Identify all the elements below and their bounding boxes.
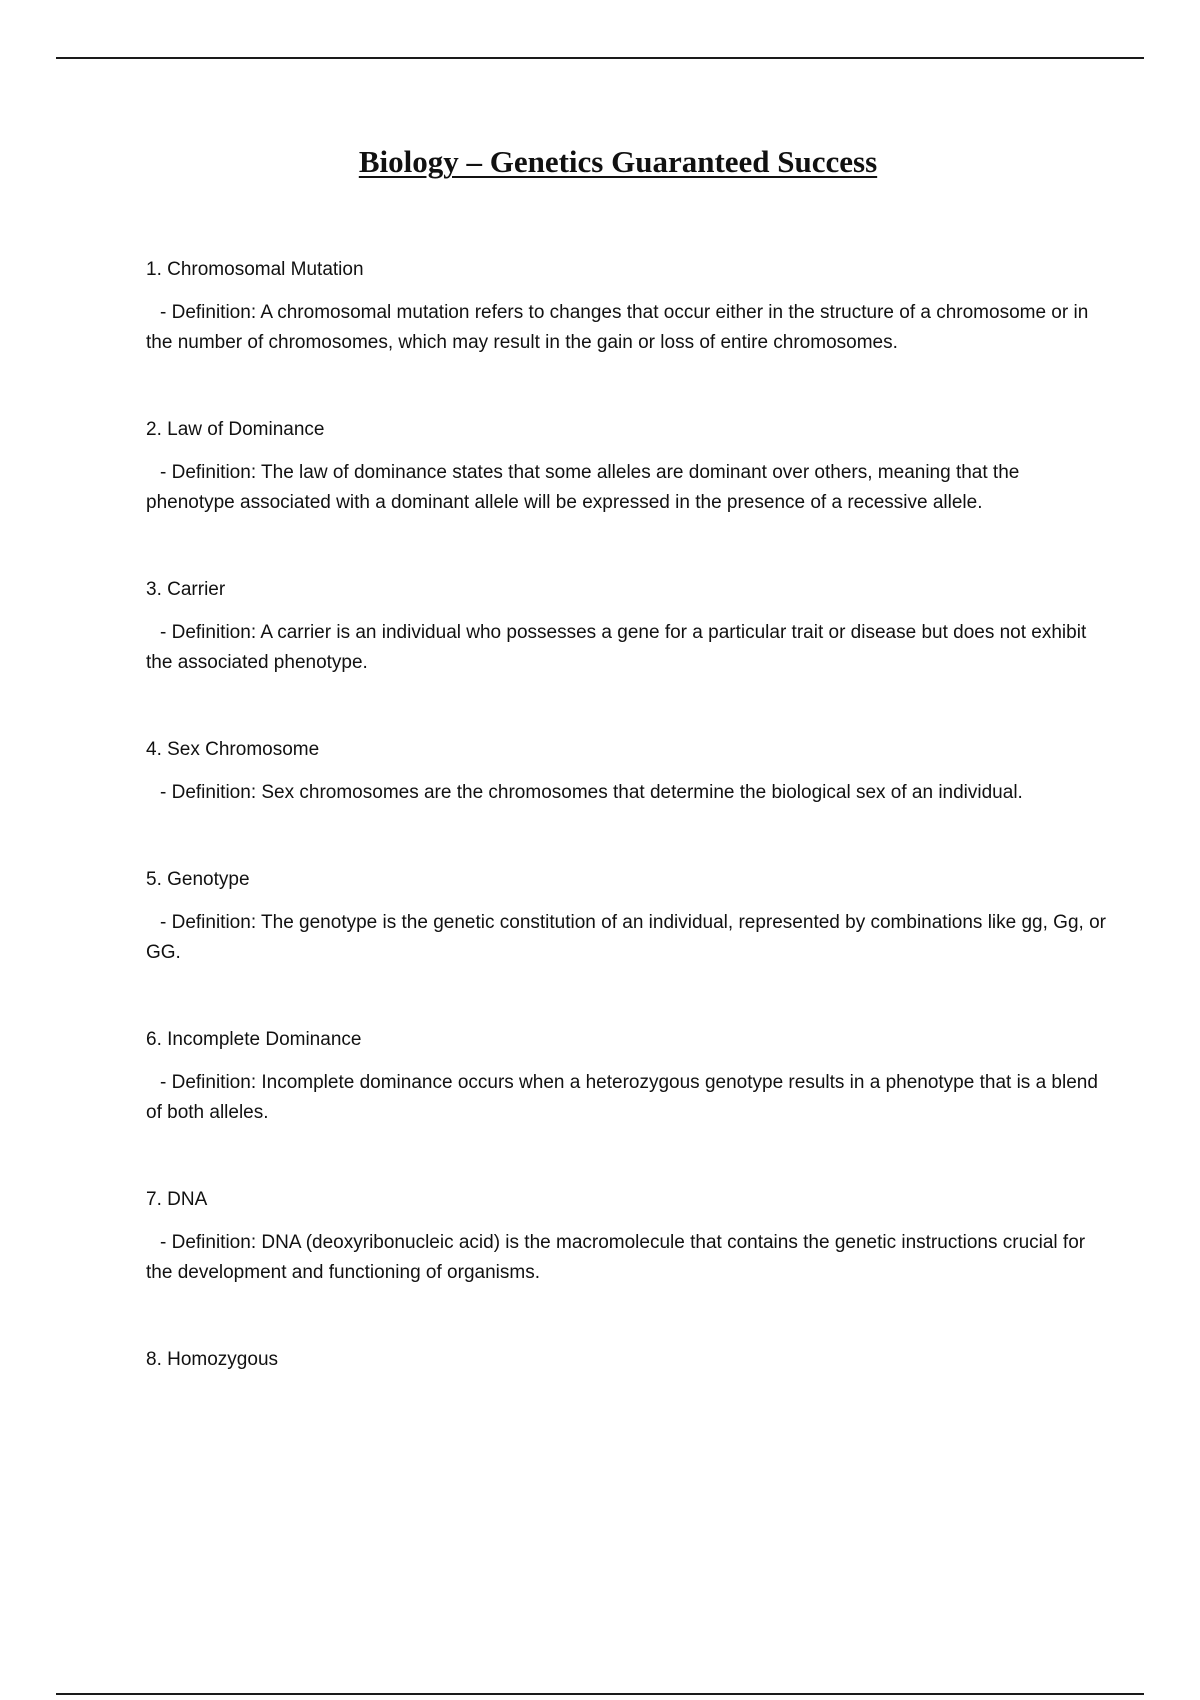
- term-heading: 7. DNA: [146, 1189, 208, 1210]
- list-item: [146, 866, 1106, 968]
- term-definition: - Definition: The genotype is the genetic constitution of an individual, represented by combinations like gg, Gg, or GG.: [146, 912, 1106, 963]
- term-definition: - Definition: Incomplete dominance occurs when a heterozygous genotype results in a phenotype that is a blend of both alleles.: [146, 1072, 1098, 1123]
- term-heading: 5. Genotype: [146, 869, 250, 890]
- bottom-divider: [56, 1693, 1144, 1695]
- term-heading: 4. Sex Chromosome: [146, 739, 320, 760]
- term-heading: 8. Homozygous: [146, 1349, 279, 1370]
- list-item: [146, 1346, 1106, 1374]
- term-definition: - Definition: The law of dominance states that some alleles are dominant over others, meaning that the phenotype associated with a dominant allele will be expressed in the presence of a recessive allele.: [146, 462, 1020, 513]
- term-definition: - Definition: A carrier is an individual who possesses a gene for a particular trait or disease but does not exhibit the associated phenotype.: [146, 622, 1087, 673]
- list-item: [146, 1186, 1106, 1288]
- list-item: [146, 736, 1106, 808]
- top-divider: [56, 57, 1144, 59]
- definition-list: [146, 256, 1106, 1388]
- list-item: [146, 416, 1106, 518]
- term-heading: 6. Incomplete Dominance: [146, 1029, 362, 1050]
- term-definition: - Definition: Sex chromosomes are the chromosomes that determine the biological sex of an individual.: [160, 782, 1023, 803]
- list-item: [146, 256, 1106, 358]
- list-item: [146, 1026, 1106, 1128]
- term-heading: 1. Chromosomal Mutation: [146, 259, 364, 280]
- term-heading: 2. Law of Dominance: [146, 419, 325, 440]
- term-definition: - Definition: A chromosomal mutation refers to changes that occur either in the structure of a chromosome or in the number of chromosomes, which may result in the gain or loss of entire chromosomes.: [146, 302, 1089, 353]
- term-heading: 3. Carrier: [146, 579, 226, 600]
- list-item: [146, 576, 1106, 678]
- term-definition: - Definition: DNA (deoxyribonucleic acid) is the macromolecule that contains the genetic instructions crucial for the development and functioning of organisms.: [146, 1232, 1086, 1283]
- page-title: Biology – Genetics Guaranteed Success: [358, 144, 878, 179]
